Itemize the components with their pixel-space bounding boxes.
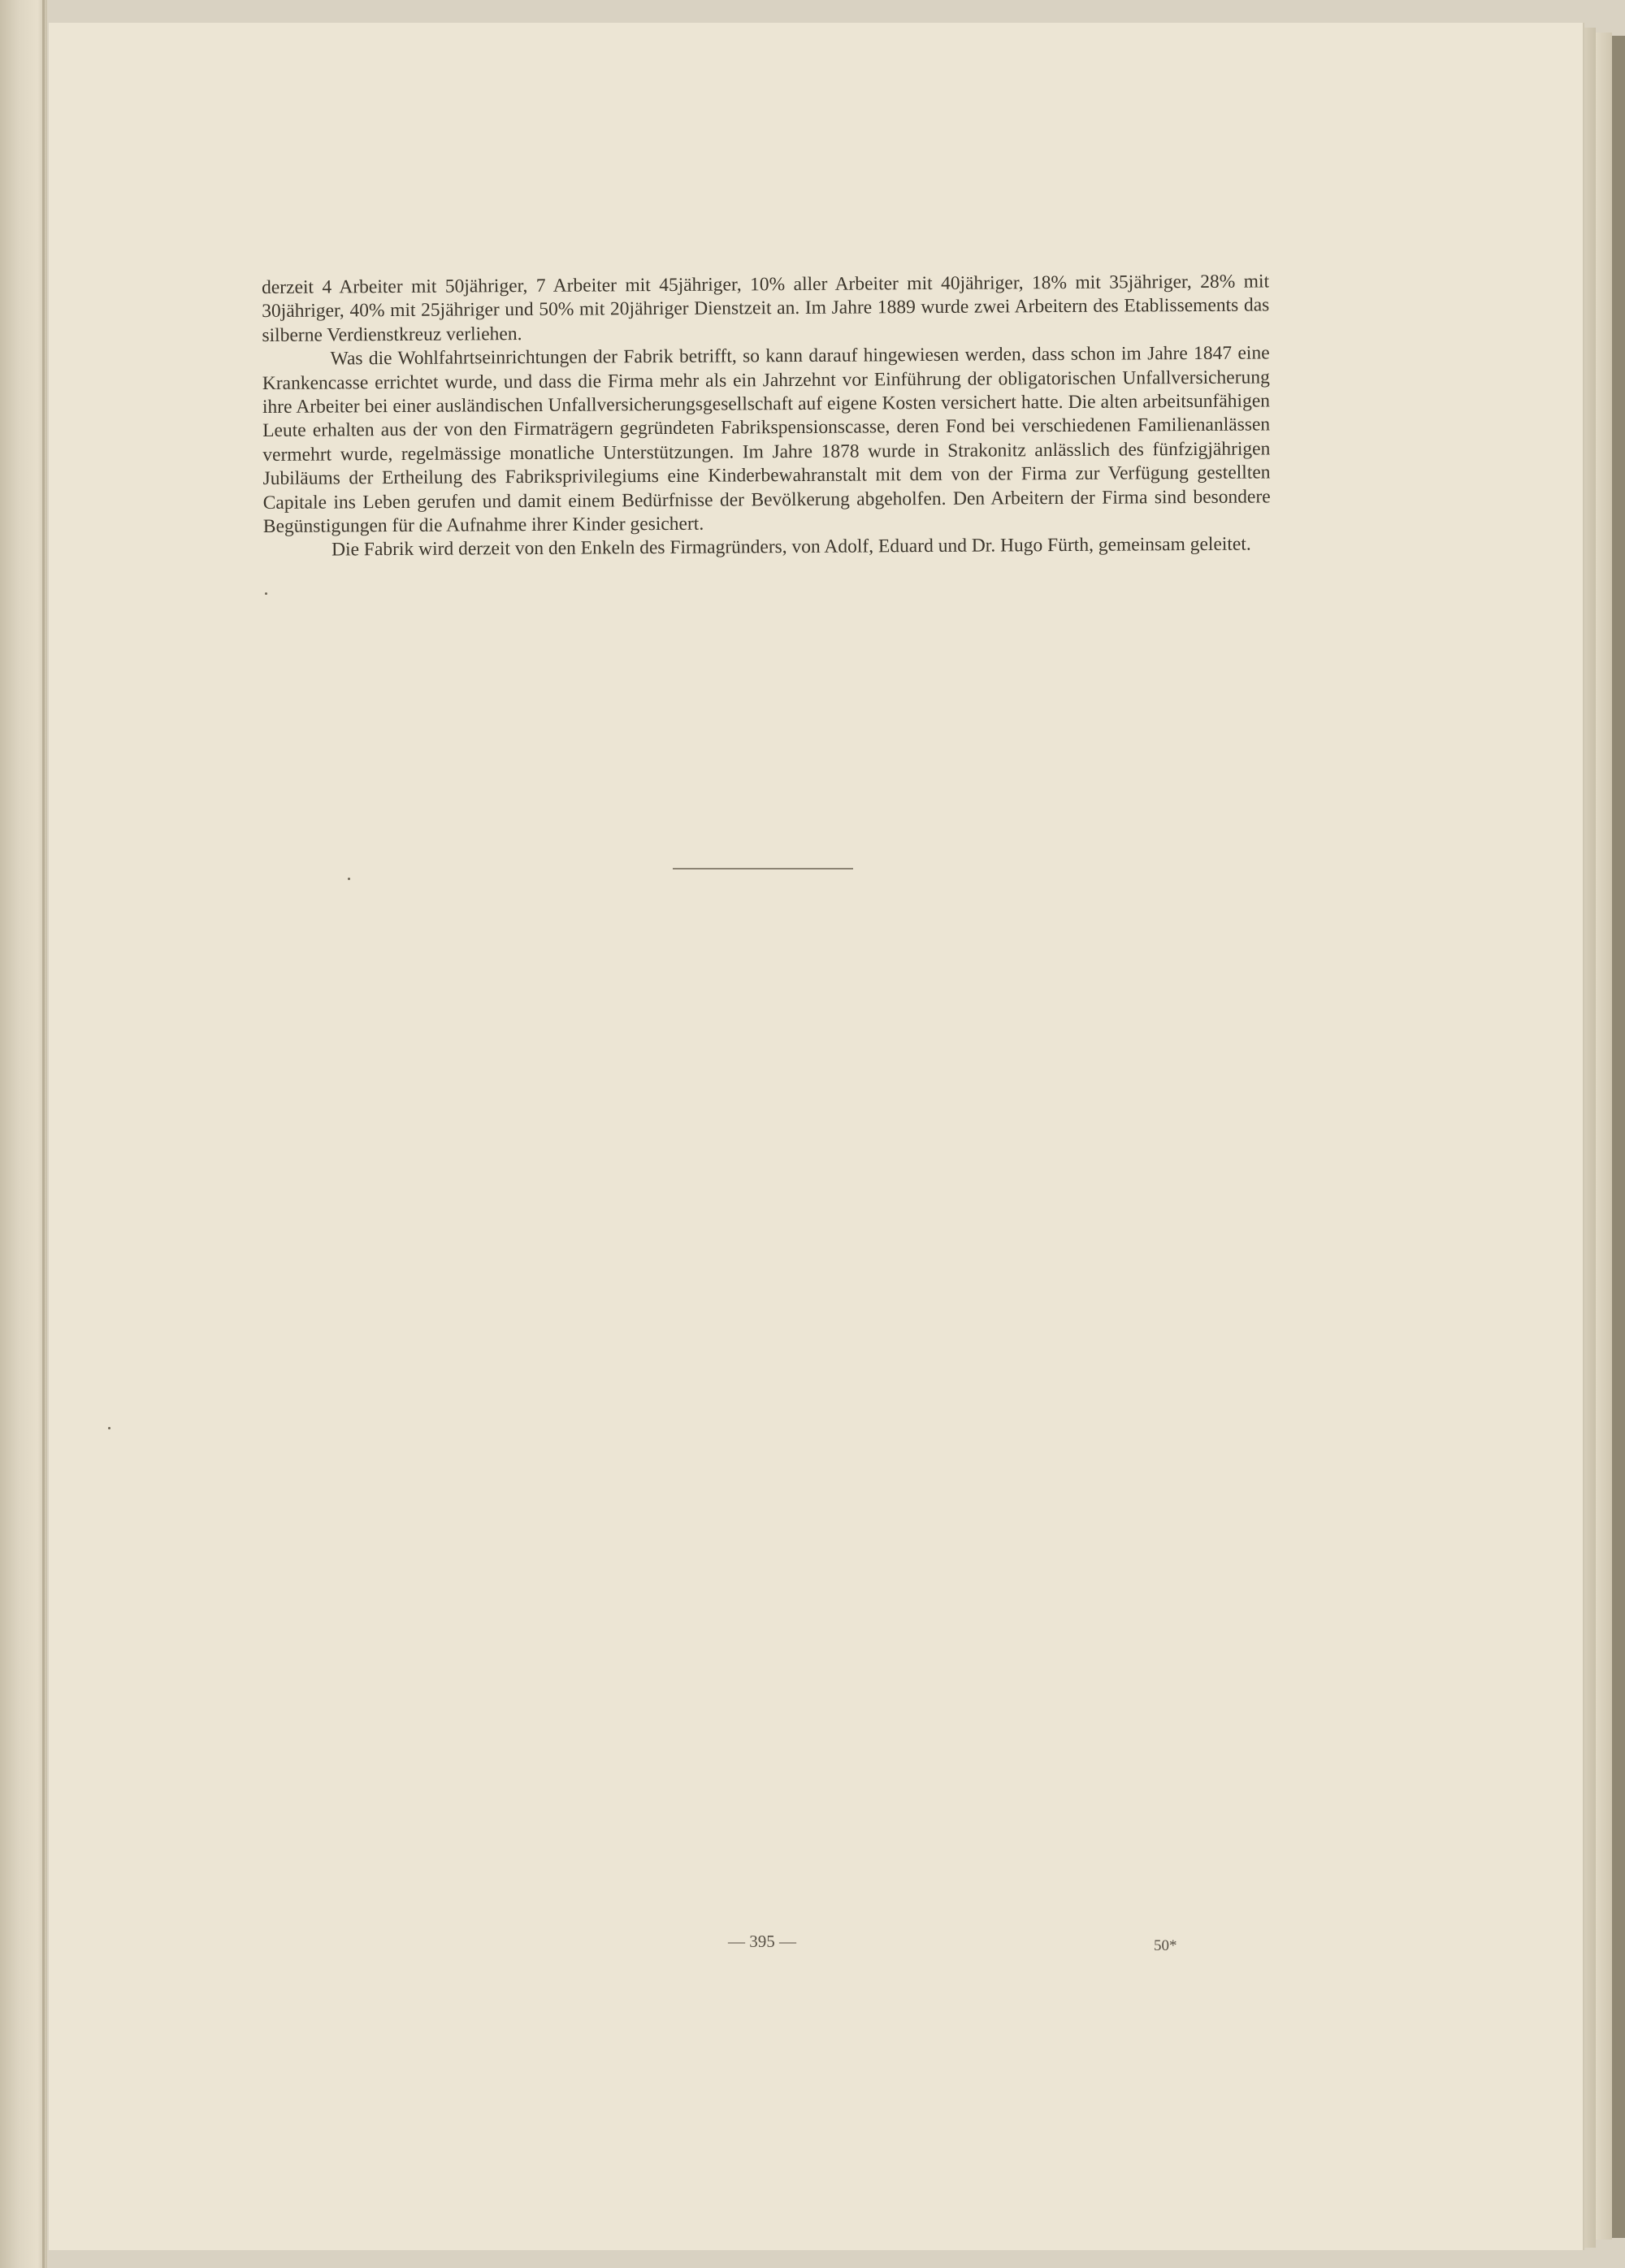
paragraph-3: Die Fabrik wird derzeit von den Enkeln des Firmagründers, von Adolf, Eduard und Dr. Hugo Fürth, gemeinsam geleitet. <box>331 534 1251 561</box>
page-stack-edge <box>1596 33 1612 2240</box>
paragraph-2: Was die Wohlfahrtseinrichtungen der Fabrik betrifft, so kann darauf hingewiesen werden, dass schon im Jahre 1847 eine Krankencasse errichtet wurde, und dass die Firma mehr als ein Jahrzehnt vor Einführung der obligatorischen Unfallversicherung ihre Arbeiter bei einer ausländischen Unfallversicherungsgesellschaft auf eigene Kosten versichert hatte. Die alten arbeitsunfähigen Leute erhalten aus der von den Firmaträgern gegründeten Fabrikspensionscasse, deren Fond bei verschiedenen Familienanlässen vermehrt wurde, regelmässige monatliche Unterstützungen. Im Jahre 1878 wurde in Strakonitz anlässlich des fünfzigjährigen Jubiläums der Ertheilung des Fabriksprivilegiums eine Kinderbewahranstalt mit dem von der Firma zur Verfügung gestellten Capitale ins Leben gerufen und damit einem Bedürfnisse der Bevölkerung abgeholfen. Den Arbeitern der Firma sind besondere Begünstigungen für die Aufnahme ihrer Kinder gesichert. <box>262 342 1271 538</box>
spine-fold-line <box>42 0 45 2268</box>
paper-speck <box>348 878 350 880</box>
paper-speck <box>265 592 267 595</box>
book-cover-edge <box>1612 36 1625 2238</box>
page-stack-edge <box>1583 28 1596 2248</box>
body-text <box>262 270 1271 562</box>
page-number: — 395 — <box>728 1932 796 1951</box>
section-divider-rule <box>673 868 853 869</box>
printer-signature-mark: 50* <box>1154 1937 1177 1954</box>
paper-speck <box>108 1427 110 1429</box>
paragraph-1: derzeit 4 Arbeiter mit 50jähriger, 7 Arbeiter mit 45jähriger, 10% aller Arbeiter mit 40jähriger, 18% mit 35jähriger, 28% mit 30jähriger, 40% mit 25jähriger und 50% mit 20jähriger Dienstzeit an. Im Jahre 1889 wurde zwei Arbeitern des Etablissements das silberne Verdienstkreuz verliehen. <box>262 271 1270 346</box>
book-spine <box>0 0 47 2268</box>
